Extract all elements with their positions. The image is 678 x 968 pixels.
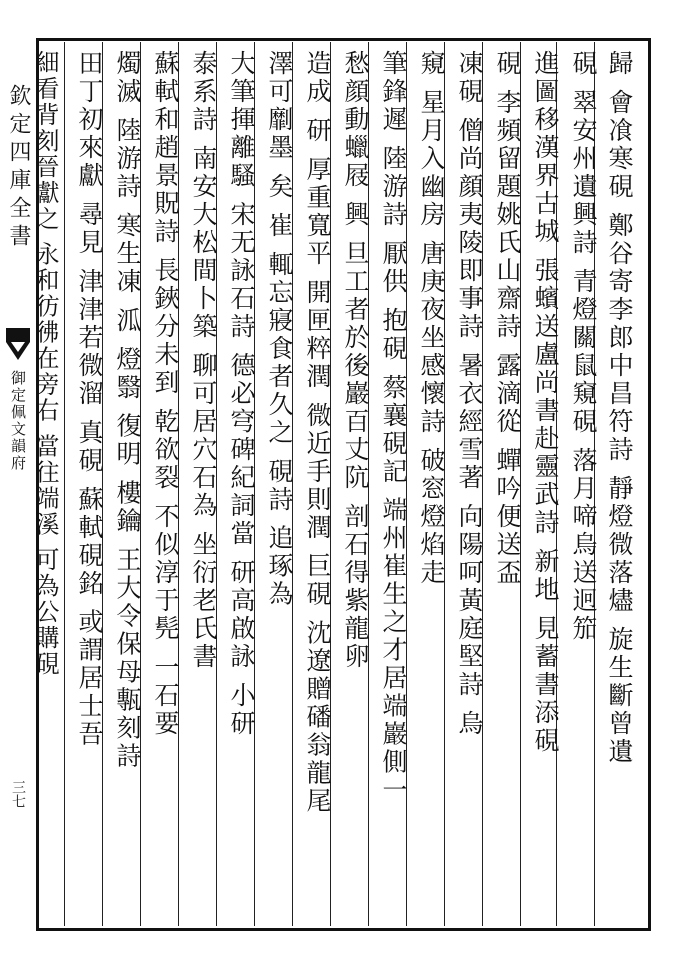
text-column-12: 泰系詩 南安大松間卜築 聊可居穴石為 坐衍老氏書 <box>189 50 218 671</box>
text-column-2: 硯 翠安州遺興詩 青燈關鼠窺硯 落月啼烏送迥笳 <box>569 50 598 643</box>
text-column-3: 進圖移漢界古城 張蠙送盧尚書赴靈武詩 新地 見蓄書添硯 <box>531 50 560 755</box>
text-column-16: 細看背刻晉獻之 永和彷彿在旁右 當往端溪 可為公購硯 <box>31 50 59 677</box>
text-column-8: 愁顔動蠟屐 興 旦工者於後巖百丈阬 剖石得紫龍卵 <box>341 50 370 671</box>
text-column-7: 筆鋒遲 陸游詩 厭供 抱硯 蔡襄硯記 端州崔生之才居端巖側一 <box>379 50 408 805</box>
folio-number: 三七 <box>10 780 26 808</box>
text-column-6: 窺 星月入幽房 唐庚夜坐感懷詩 破窓燈焰走 <box>417 50 446 587</box>
text-column-10: 澤可劘墨 矣 崔 輒忘寢食者久之 硯詩 追琢為 <box>265 50 294 609</box>
text-column-14: 燭滅 陸游詩 寒生凍 泒 燈翳 復明 樓鑰 王大令保母甎刻詩 <box>113 50 142 771</box>
text-column-4: 硯 李頻留題姚氏山齋詩 露滴從 蟬吟便送盃 <box>493 50 522 587</box>
frame-right-border <box>648 38 651 931</box>
text-column-1: 歸 會飡寒硯 鄭谷寄李郎中昌符詩 靜燈微落燼 旋生斷曾遺 <box>605 50 634 766</box>
text-column-9: 造成 研 厚重寬平 開匣粹潤 微近手則潤 巨硯 沈遼贈磻翁龍尾 <box>303 50 332 816</box>
text-column-5: 凍硯 僧尚顔夷陵即事詩 暑衣經雪著 向陽呵黃庭堅詩 烏 <box>455 50 484 738</box>
text-column-13: 蘇軾和趙景貺詩 長鋏分未到 乾欲裂 不似淳于髡 一石要 <box>151 50 180 738</box>
frame-top-border <box>36 38 650 41</box>
frame-bottom-border <box>36 928 650 931</box>
text-column-11: 大筆揮離騷 宋无詠石詩 德必穹碑紀詞當 研高啟詠 小研 <box>227 50 256 738</box>
section-title: 御定佩文韻府 <box>9 370 27 472</box>
text-column-15: 田丁初來獻 尋見 津津若微溜 真硯 蘇軾硯銘 或謂居士吾 <box>75 50 104 749</box>
spine-title: 欽定四庫全書 <box>6 84 31 252</box>
